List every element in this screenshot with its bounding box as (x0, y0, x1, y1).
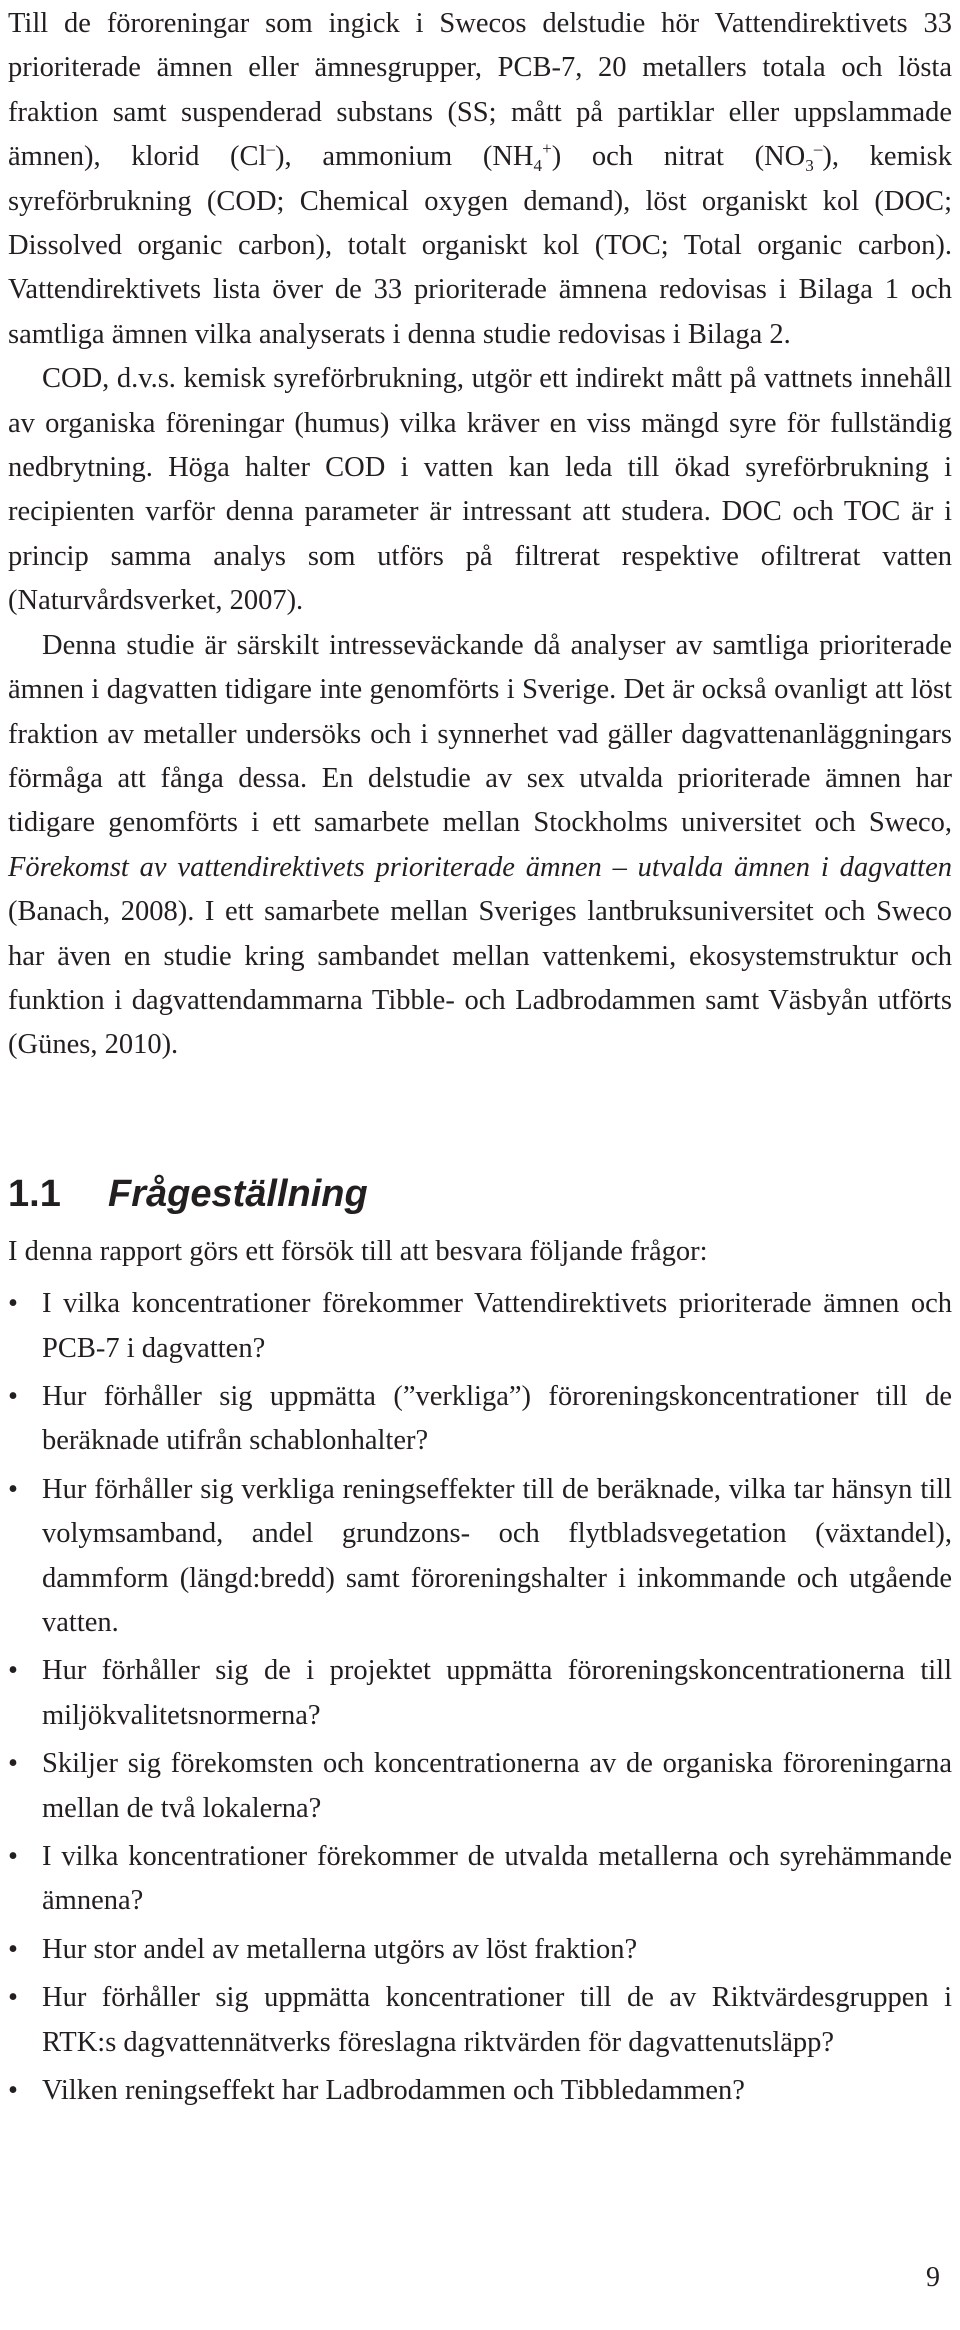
question-text: Hur förhåller sig uppmätta koncentrationer till de av Riktvärdesgruppen i RTK:s dagvattennätverks föreslagna riktvärden för dagvattenutsläpp? (42, 1982, 952, 2058)
paragraph-cod: COD, d.v.s. kemisk syreförbrukning, utgör ett indirekt mått på vattnets innehåll av organiska föreningar (humus) vilka kräver en viss mängd syre för fullständig nedbrytning. Höga halter COD i vatten kan leda till ökad syreförbrukning i recipienten varför denna parameter är intressant att studera. DOC och TOC är i princip samma analys som utförs på filtrerat respektive ofiltrerat vatten (Naturvårdsverket, 2007). (8, 363, 952, 617)
question-text: Skiljer sig förekomsten och koncentrationerna av de organiska föroreningarna mellan de två lokalerna? (42, 1748, 952, 1824)
list-item (8, 1742, 952, 1831)
chloride-superscript: – (266, 139, 276, 159)
bullet-icon: • (8, 1933, 18, 1965)
text-segment: Till de föroreningar som ingick i Swecos delstudie hör Vattendirektivets 33 prioriterade ämnen eller ämnesgrupper, PCB-7, 20 metallers totala och lösta fraktion samt suspenderad substans (SS; mått på partiklar eller uppslammade ämnen), klorid (Cl (8, 8, 952, 173)
document-page (8, 0, 952, 2117)
bullet-icon: • (8, 1841, 18, 1873)
question-text: Hur förhåller sig uppmätta (”verkliga”) föroreningskoncentrationer till de beräknade utifrån schablonhalter? (42, 1380, 952, 1457)
question-text: Hur förhåller sig verkliga reningseffekter till de beräknade, vilka tar hänsyn till volymsamband, andel grundzons- och flytbladsvegetation (växtandel), dammform (längd:bredd) samt föroreningshalter i inkommande och utgående vatten. (42, 1473, 952, 1638)
list-item (8, 1928, 952, 1972)
list-item (8, 1976, 952, 2065)
bullet-icon: • (8, 1473, 18, 1505)
ammonium-subscript: 4 (533, 156, 543, 176)
list-item (8, 1835, 952, 1924)
bullet-icon: • (8, 2075, 18, 2107)
text-segment: ), kemisk syreförbrukning (COD; Chemical oxygen demand), löst organiskt kol (DOC; Dissolved organic carbon), totalt organiskt kol (TOC; Total organic carbon). Vattendirektivets lista över de 33 prioriterade ämnena redovisas i Bilaga 1 och samtliga ämnen vilka analyserats i denna studie redovisas i Bilaga 2. (8, 141, 952, 350)
list-item (8, 1375, 952, 1464)
paragraph-study-interest (8, 624, 952, 1068)
question-text: Vilken reningseffekt har Ladbrodammen och Tibbledammen? (42, 2075, 745, 2107)
text-segment: ), ammonium (NH (275, 141, 534, 173)
question-list (8, 1282, 952, 2113)
cited-title: Förekomst av vattendirektivets prioriterade ämnen – utvalda ämnen i dagvatten (8, 851, 952, 883)
text-segment: (Banach, 2008). I ett samarbete mellan Sveriges lantbruksuniversitet och Sweco har även en studie kring sambandet mellan vattenkemi, ekosystemstruktur och funktion i dagvattendammarna Tibble- och Ladbrodammen samt Väsbyån utförts (Günes, 2010). (8, 896, 952, 1061)
ammonium-superscript: + (542, 139, 552, 159)
bullet-icon: • (8, 1655, 18, 1687)
page-number: 9 (926, 2262, 940, 2293)
list-item (8, 2069, 952, 2113)
bullet-icon: • (8, 1288, 18, 1320)
list-item (8, 1282, 952, 1371)
nitrate-superscript: – (813, 139, 823, 159)
list-item (8, 1468, 952, 1646)
section-intro: I denna rapport görs ett försök till att besvara följande frågor: (8, 1235, 708, 1267)
section-heading (8, 1172, 952, 1216)
question-text: I vilka koncentrationer förekommer Vattendirektivets prioriterade ämnen och PCB-7 i dagvatten? (42, 1288, 952, 1364)
bullet-icon: • (8, 1982, 18, 2014)
question-text: I vilka koncentrationer förekommer de utvalda metallerna och syrehämmande ämnena? (42, 1841, 952, 1917)
bullet-icon: • (8, 1380, 18, 1412)
section-title: Frågeställning (108, 1172, 368, 1215)
bullet-icon: • (8, 1748, 18, 1780)
text-segment: ) och nitrat (NO (551, 141, 806, 173)
nitrate-subscript: 3 (805, 156, 814, 176)
list-item (8, 1649, 952, 1738)
text-segment: Denna studie är särskilt intresseväckande då analyser av samtliga prioriterade ämnen i dagvatten tidigare inte genomförts i Sverige. Det är också ovanligt att löst fraktion av metaller undersöks och i synnerhet vad gäller dagvattenanläggningars förmåga att fånga dessa. En delstudie av sex utvalda prioriterade ämnen har tidigare genomförts i ett samarbete mellan Stockholms universitet och Sweco, (8, 629, 952, 839)
paragraph-pollutants (8, 2, 952, 357)
section-number: 1.1 (8, 1172, 61, 1215)
question-text: Hur stor andel av metallerna utgörs av löst fraktion? (42, 1933, 638, 1965)
question-text: Hur förhåller sig de i projektet uppmätta föroreningskoncentrationerna till miljökvalitetsnormerna? (42, 1655, 952, 1731)
